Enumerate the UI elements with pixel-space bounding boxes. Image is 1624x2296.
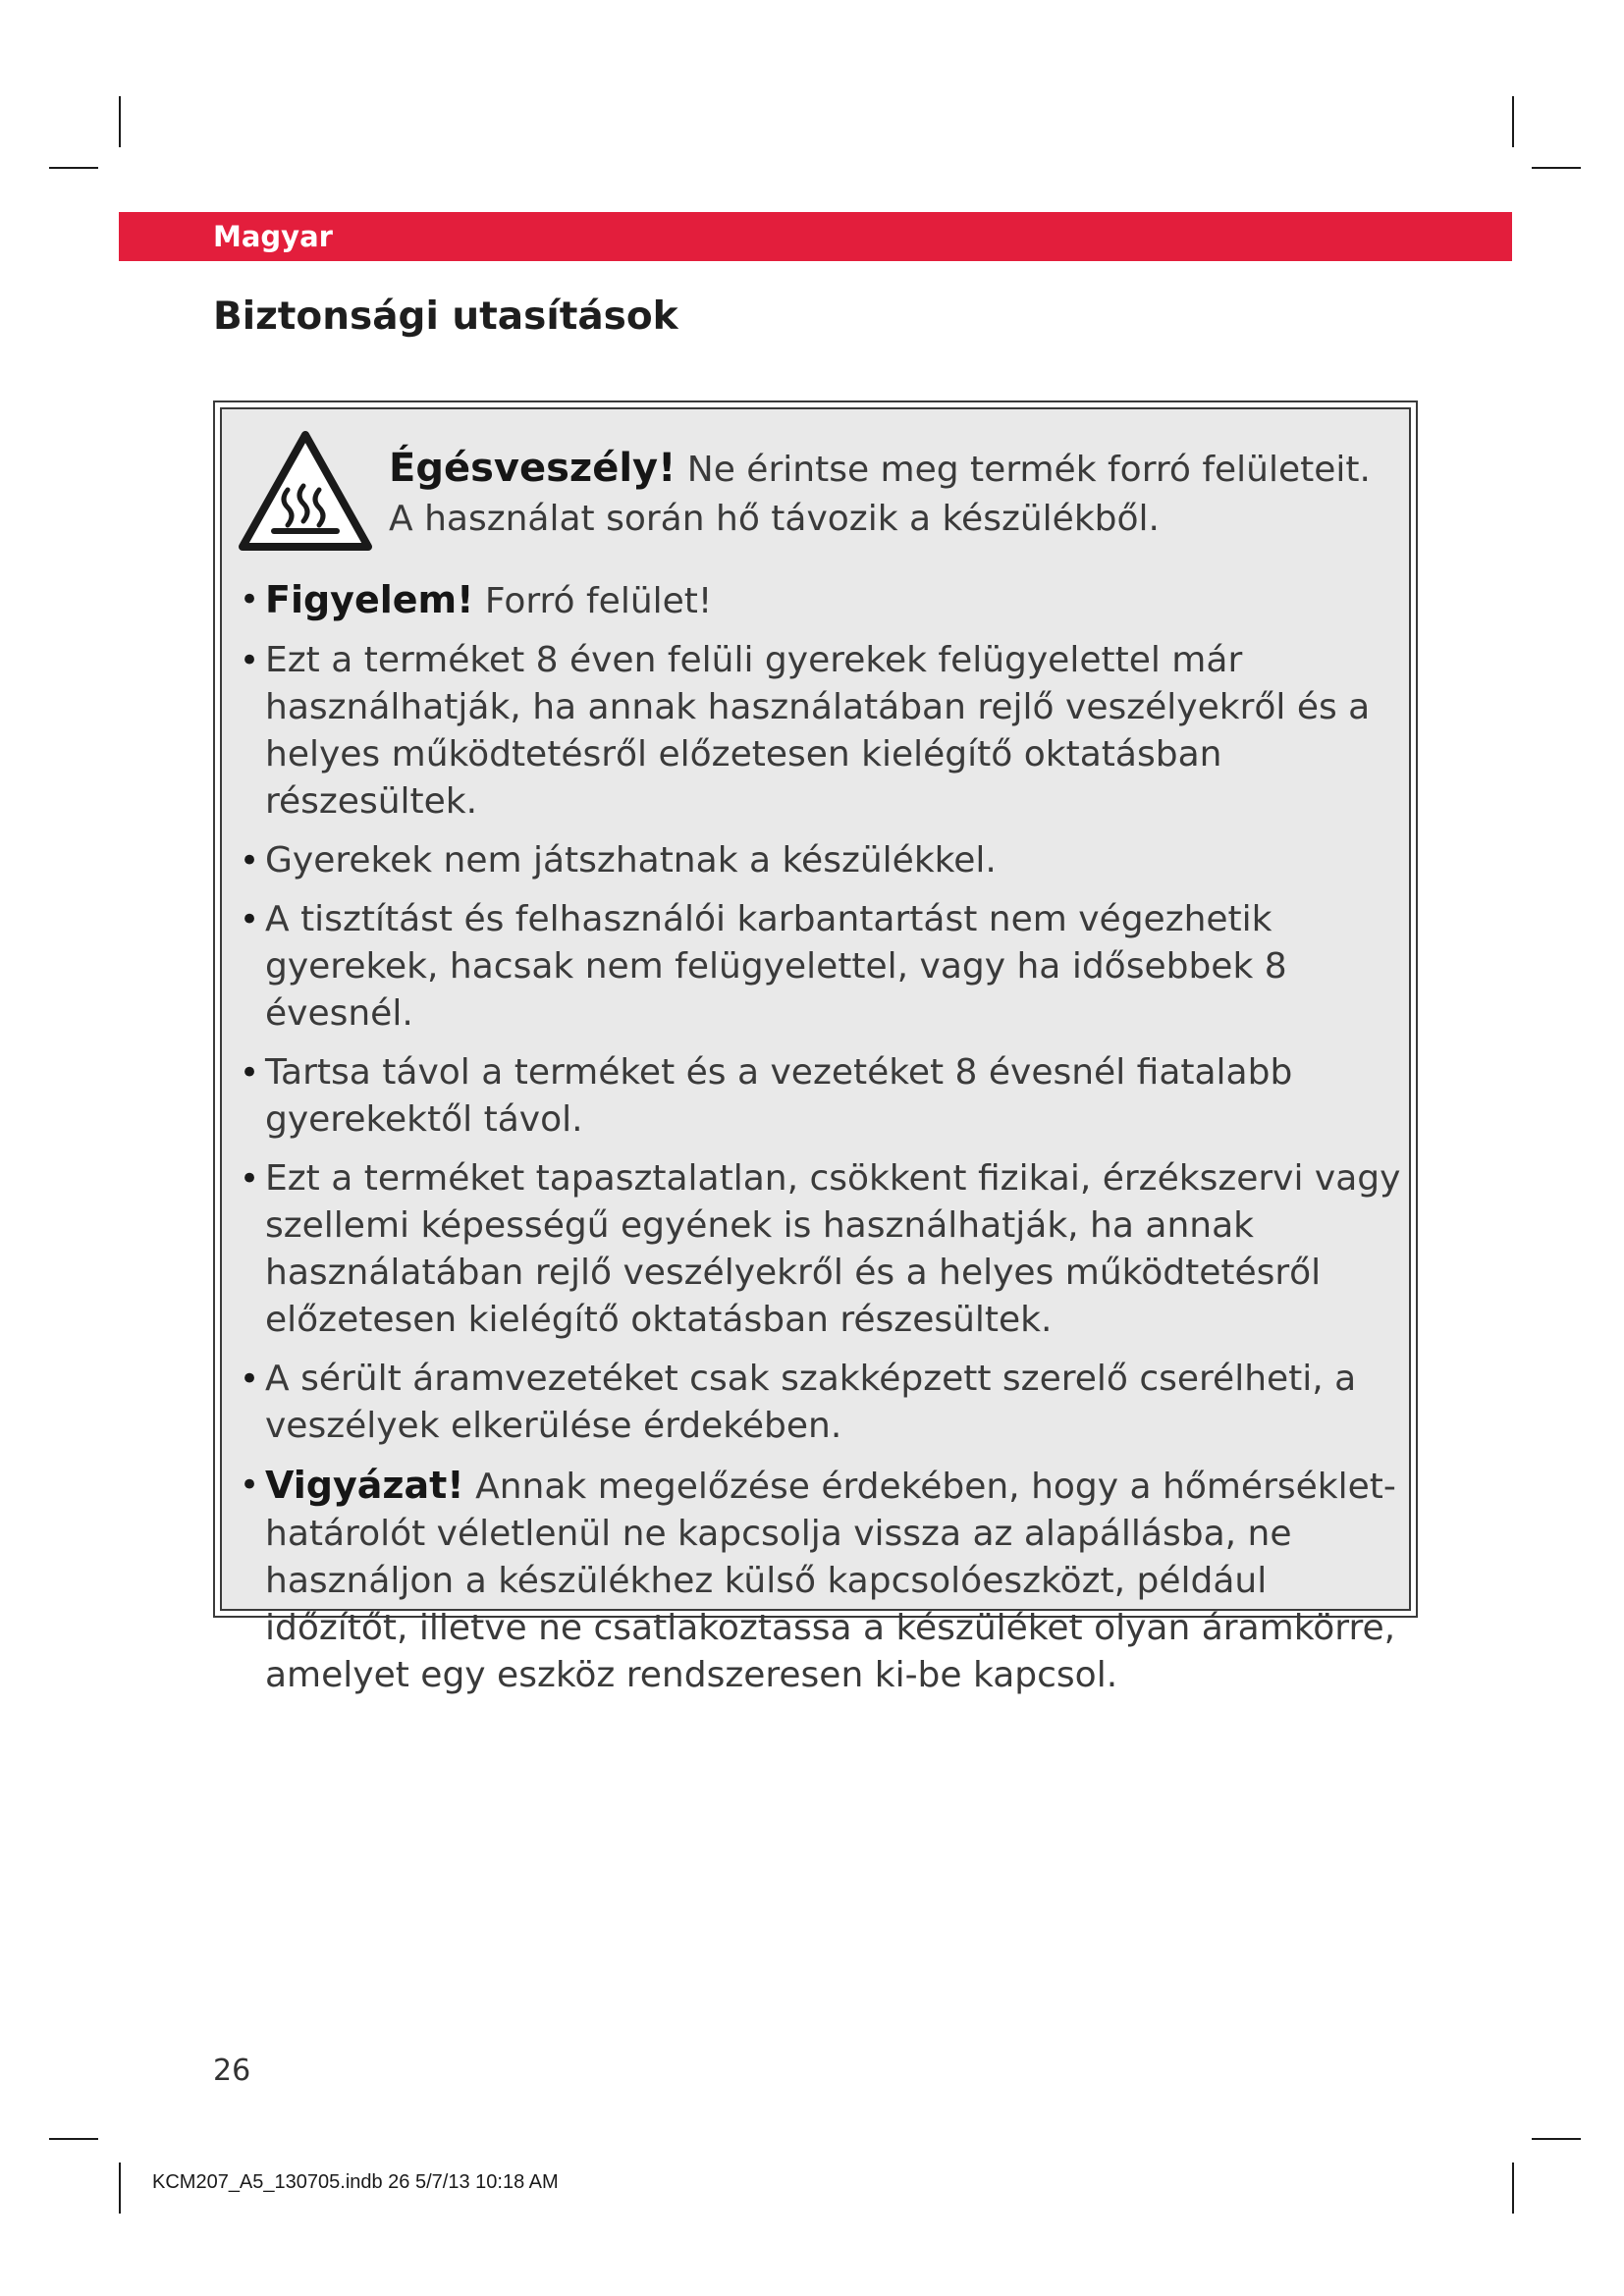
hazard-text: Ne érintse meg termék forró felületeit. A használat során hő távozik a készülékből. xyxy=(389,450,1371,539)
crop-mark xyxy=(119,96,121,147)
list-item xyxy=(238,1155,1416,1344)
crop-mark xyxy=(1532,167,1581,169)
item-text: Ezt a terméket 8 éven felüli gyerekek felügyelettel már használhatják, ha annak használatában rejlő veszélyekről és a helyes működtetésről előzetesen kielégítő oktatásban részesültek. xyxy=(265,640,1371,822)
item-text: A sérült áramvezetéket csak szakképzett szerelő cserélheti, a veszélyek elkerülése érdekében. xyxy=(265,1359,1357,1446)
bullet-icon: • xyxy=(240,841,260,881)
safety-instructions-list xyxy=(238,576,1416,1711)
list-item xyxy=(238,1049,1416,1144)
list-item xyxy=(238,896,1416,1038)
item-text: Forró felület! xyxy=(473,581,713,621)
list-item xyxy=(238,837,1416,884)
hazard-heading: Égésveszély! xyxy=(389,446,677,491)
crop-mark xyxy=(1512,96,1514,147)
print-slug: KCM207_A5_130705.indb 26 5/7/13 10:18 AM xyxy=(152,2171,559,2193)
bullet-icon: • xyxy=(240,1360,260,1399)
item-text: Ezt a terméket tapasztalatlan, csökkent fizikai, érzékszervi vagy szellemi képességű egyének is használhatják, ha annak használatában rejlő veszélyekről és a helyes működtetésről előzetesen kielégítő oktatásban részesültek. xyxy=(265,1158,1401,1340)
list-item xyxy=(238,1356,1416,1450)
safety-warning-panel xyxy=(220,407,1411,1695)
list-item xyxy=(238,637,1416,826)
bullet-icon: • xyxy=(240,1053,260,1093)
crop-mark xyxy=(49,167,98,169)
section-title: Biztonsági utasítások xyxy=(213,294,678,339)
language-header-bar xyxy=(119,212,1512,261)
item-text: A tisztítást és felhasználói karbantartást nem végezhetik gyerekek, hacsak nem felügyelettel, vagy ha idősebbek 8 évesnél. xyxy=(265,899,1287,1034)
item-emphasis: Figyelem! xyxy=(265,578,474,621)
language-label: Magyar xyxy=(213,220,333,253)
item-emphasis: Vigyázat! xyxy=(265,1464,464,1507)
bullet-icon: • xyxy=(240,1159,260,1199)
item-text: Tartsa távol a terméket és a vezetéket 8 évesnél fiatalabb gyerekektől távol. xyxy=(265,1052,1293,1140)
bullet-icon: • xyxy=(240,641,260,680)
bullet-icon: • xyxy=(240,1466,260,1505)
hot-surface-warning-icon xyxy=(237,429,374,555)
crop-mark xyxy=(1532,2138,1581,2140)
safety-warning-box xyxy=(213,400,1418,1695)
crop-mark xyxy=(49,2138,98,2140)
crop-mark xyxy=(1512,2163,1514,2214)
item-text: Gyerekek nem játszhatnak a készülékkel. xyxy=(265,840,997,881)
crop-mark xyxy=(119,2163,121,2214)
hazard-statement xyxy=(389,444,1380,544)
item-text: Annak megelőzése érdekében, hogy a hőmérséklet-határolót véletlenül ne kapcsolja vissza az alapállásba, ne használjon a készülékhez külső kapcsolóeszközt, például időzítőt, illetve ne csatlakoztassa a készüléket olyan áramkörre, amelyet egy eszköz rendszeresen ki-be kapcsol. xyxy=(265,1467,1396,1695)
bullet-icon: • xyxy=(240,900,260,939)
list-item xyxy=(238,576,1416,625)
list-item xyxy=(238,1462,1416,1699)
page-number: 26 xyxy=(213,2054,251,2088)
bullet-icon: • xyxy=(240,580,260,619)
